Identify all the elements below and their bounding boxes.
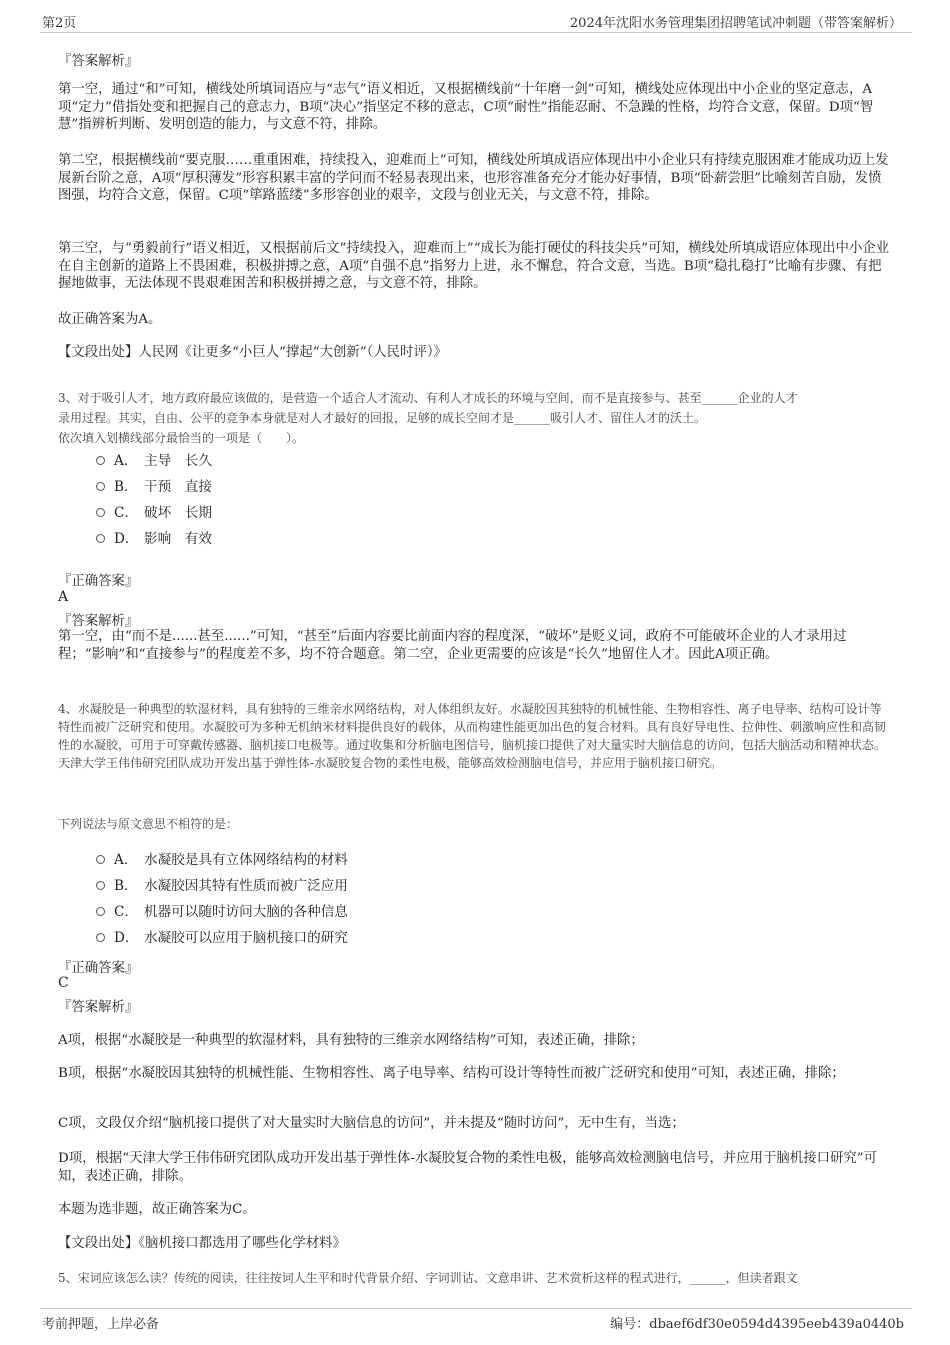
q3-analysis: 第一空，由“而不是......甚至......”可知，“甚至”后面内容要比前面内容的程度深，“破坏”是贬义词，政府不可能破坏企业的人才录用过程；“影响”和“直接参与”的程度差不多，均不符合题意。第二空，企业更需要的应该是“长久”地留住人才。因此A项正确。 bbox=[58, 629, 847, 662]
radio-icon[interactable] bbox=[96, 907, 105, 916]
q4-answer: C bbox=[58, 975, 69, 991]
q2-answer-line: 故正确答案为A。 bbox=[58, 312, 162, 327]
q4-question: 下列说法与原文意思不相符的是： bbox=[58, 817, 239, 831]
q4-option-c[interactable]: C． 机器可以随时访问大脑的各种信息 bbox=[96, 903, 348, 921]
q3-stem-line-1: 3、对于吸引人才，地方政府最应该做的，是营造一个适合人才流动、有利人才成长的环境与空间，而不是直接参与、甚至______企业的人才 bbox=[58, 391, 798, 405]
q3-option-a[interactable]: A． 主导 长久 bbox=[96, 452, 212, 470]
q3-option-c[interactable]: C． 破坏 长期 bbox=[96, 504, 212, 522]
q4-source: 【文段出处】《脑机接口都选用了哪些化学材料》 bbox=[58, 1236, 346, 1251]
q2-analysis-para-3: 第三空，与“勇毅前行”语义相近，又根据前后文“持续投入，迎难而上”“成长为能打硬仗的科技尖兵”可知，横线处所填成语应体现出中小企业在自主创新的道路上不畏困难，积极拼搏之意，A项“自强不息”指努力上进，永不懈怠，符合文意，当选。B项“稳扎稳打”比喻有步骤、有把握地做事，无法体现不畏艰难困苦和积极拼搏之意，与文意不符，排除。 bbox=[58, 241, 890, 291]
q4-analysis-a: A项，根据“水凝胶是一种典型的软湿材料，具有独特的三维亲水网络结构”可知，表述正确，排除； bbox=[58, 1033, 644, 1048]
q4-option-b[interactable]: B． 水凝胶因其特有性质而被广泛应用 bbox=[96, 877, 348, 895]
document-title: 2024年沈阳水务管理集团招聘笔试冲刺题（带答案解析） bbox=[569, 16, 902, 31]
radio-icon[interactable] bbox=[96, 881, 105, 890]
q4-answer-tag: 『正确答案』 bbox=[58, 961, 139, 976]
q4-analysis-b: B项，根据“水凝胶因其独特的机械性能、生物相容性、离子电导率、结构可设计等特性而被广泛研究和使用”可知，表述正确，排除； bbox=[58, 1066, 845, 1081]
q3-analysis-tag: 『答案解析』 bbox=[58, 614, 139, 629]
q5-stem: 5、宋词应该怎么读？传统的阅读，往往按词人生平和时代背景介绍、字词训诂、文意串讲、艺术赏析这样的程式进行，______，但读者跟文 bbox=[58, 1271, 798, 1285]
q2-source: 【文段出处】人民网《让更多“小巨人”撑起“大创新”（人民时评）》 bbox=[58, 345, 447, 360]
radio-icon[interactable] bbox=[96, 933, 105, 942]
q4-analysis-tag: 『答案解析』 bbox=[58, 1000, 139, 1015]
q4-answer-line: 本题为选非题，故正确答案为C。 bbox=[58, 1202, 256, 1217]
q2-analysis-para-2: 第二空，根据横线前“要克服……重重困难，持续投入，迎难而上”可知，横线处所填成语应体现出中小企业只有持续克服困难才能成功迈上发展新台阶之意，A项“厚积薄发”形容积累丰富的学问而不轻易表现出来，也形容准备充分才能办好事情，B项“卧薪尝胆”比喻刻苦自励，发愤图强，均符合文意，保留。C项“筚路蓝缕”多形容创业的艰辛，文段与创业无关，与文意不符，排除。 bbox=[58, 153, 889, 203]
radio-icon[interactable] bbox=[96, 456, 105, 465]
q3-answer: A bbox=[58, 589, 69, 605]
q2-analysis-para-1: 第一空，通过“和”可知，横线处所填词语应与“志气”语义相近，又根据横线前“十年磨一剑”可知，横线处应体现出中小企业的坚定意志，A项“定力”借指处变和把握自己的意志力，B项“决心”指坚定不移的意志，C项“耐性”指能忍耐、不急躁的性格，均符合文意，保留。D项“智慧”指辨析判断、发明创造的能力，与文意不符，排除。 bbox=[58, 82, 874, 132]
header-divider bbox=[40, 32, 912, 33]
q2-analysis-tag: 『答案解析』 bbox=[58, 54, 139, 69]
q4-analysis-c: C项，文段仅介绍“脑机接口提供了对大量实时大脑信息的访问”，并未提及“随时访问”，无中生有，当选； bbox=[58, 1116, 685, 1131]
footer-slogan: 考前押题，上岸必备 bbox=[42, 1317, 160, 1332]
q3-option-d[interactable]: D． 影响 有效 bbox=[96, 530, 212, 548]
q4-option-a[interactable]: A． 水凝胶是具有立体网络结构的材料 bbox=[96, 851, 348, 869]
page-number: 第2页 bbox=[42, 16, 77, 31]
radio-icon[interactable] bbox=[96, 482, 105, 491]
footer-divider bbox=[40, 1308, 912, 1309]
q3-stem-line-2: 录用过程。其实，自由、公平的竞争本身就是对人才最好的回报，足够的成长空间才是______吸引人才、留住人才的沃土。 bbox=[58, 411, 707, 425]
radio-icon[interactable] bbox=[96, 855, 105, 864]
q4-option-d[interactable]: D． 水凝胶可以应用于脑机接口的研究 bbox=[96, 929, 348, 947]
radio-icon[interactable] bbox=[96, 534, 105, 543]
q3-stem-line-3: 依次填入划横线部分最恰当的一项是（ ）。 bbox=[58, 431, 305, 445]
q3-answer-tag: 『正确答案』 bbox=[58, 574, 139, 589]
footer-doc-id: 编号：dbaef6df30e0594d4395eeb439a0440b bbox=[610, 1317, 904, 1332]
q3-option-b[interactable]: B． 干预 直接 bbox=[96, 478, 212, 496]
q4-stem: 4、水凝胶是一种典型的软湿材料，具有独特的三维亲水网络结构，对人体组织友好。水凝胶因其独特的机械性能、生物相容性、离子电导率、结构可设计等特性而被广泛研究和使用。水凝胶可为多种无机纳米材料提供良好的载体，从而构建性能更加出色的复合材料。具有良好导电性、拉伸性、刺激响应性和高韧性的水凝胶，可用于可穿戴传感器、脑机接口电极等。通过收集和分析脑电图信号，脑机接口提供了对大量实时大脑信息的访问，包括大脑活动和精神状态。天津大学王伟伟研究团队成功开发出基于弹性体-水凝胶复合物的柔性电极，能够高效检测脑电信号，并应用于脑机接口研究。 bbox=[58, 702, 887, 770]
radio-icon[interactable] bbox=[96, 508, 105, 517]
q4-analysis-d: D项，根据“天津大学王伟伟研究团队成功开发出基于弹性体-水凝胶复合物的柔性电极，能够高效检测脑电信号，并应用于脑机接口研究”可知，表述正确，排除。 bbox=[58, 1151, 877, 1184]
